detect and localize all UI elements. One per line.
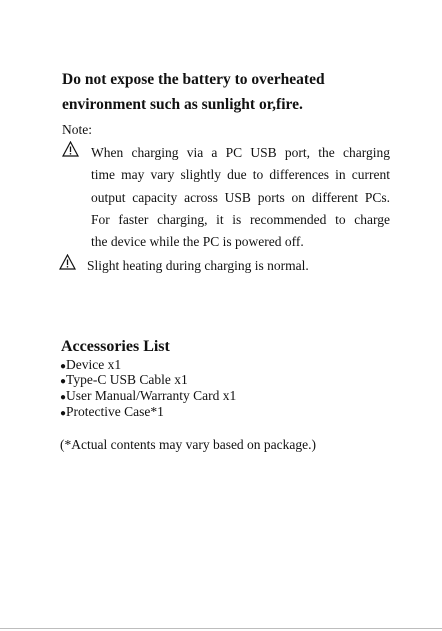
warning-triangle-icon xyxy=(59,254,76,270)
accessory-item xyxy=(60,404,164,422)
note-1-line-5: the device while the PC is powered off. xyxy=(91,234,304,249)
bullet-icon: ● xyxy=(60,376,67,387)
accessories-footnote: (*Actual contents may vary based on package.) xyxy=(60,437,317,452)
warning-heading-line-2: environment such as sunlight or,fire. xyxy=(62,96,303,113)
note-label: Note: xyxy=(62,122,92,137)
accessory-item-label: Device x1 xyxy=(66,357,122,372)
accessory-item-label: Type-C USB Cable x1 xyxy=(66,372,188,387)
bullet-icon: ● xyxy=(60,361,67,372)
note-1-line-1: When charging via a PC USB port, the charging xyxy=(91,145,390,160)
warning-triangle-icon xyxy=(62,141,79,157)
note-1-line-3: output capacity across USB ports on different PCs. xyxy=(91,190,390,205)
note-1-line-4: For faster charging, it is recommended to charge xyxy=(91,212,390,227)
bullet-icon: ● xyxy=(60,392,67,403)
warning-heading-line-1: Do not expose the battery to overheated xyxy=(62,71,325,88)
bullet-icon: ● xyxy=(60,408,67,419)
accessory-item-label: Protective Case*1 xyxy=(66,404,164,419)
accessory-item-label: User Manual/Warranty Card x1 xyxy=(66,388,237,403)
note-2-line-1: Slight heating during charging is normal. xyxy=(87,258,309,273)
page-bottom-rule xyxy=(0,628,442,629)
accessories-title: Accessories List xyxy=(61,338,170,355)
note-1-line-2: time may vary slightly due to differences in current xyxy=(91,167,390,182)
